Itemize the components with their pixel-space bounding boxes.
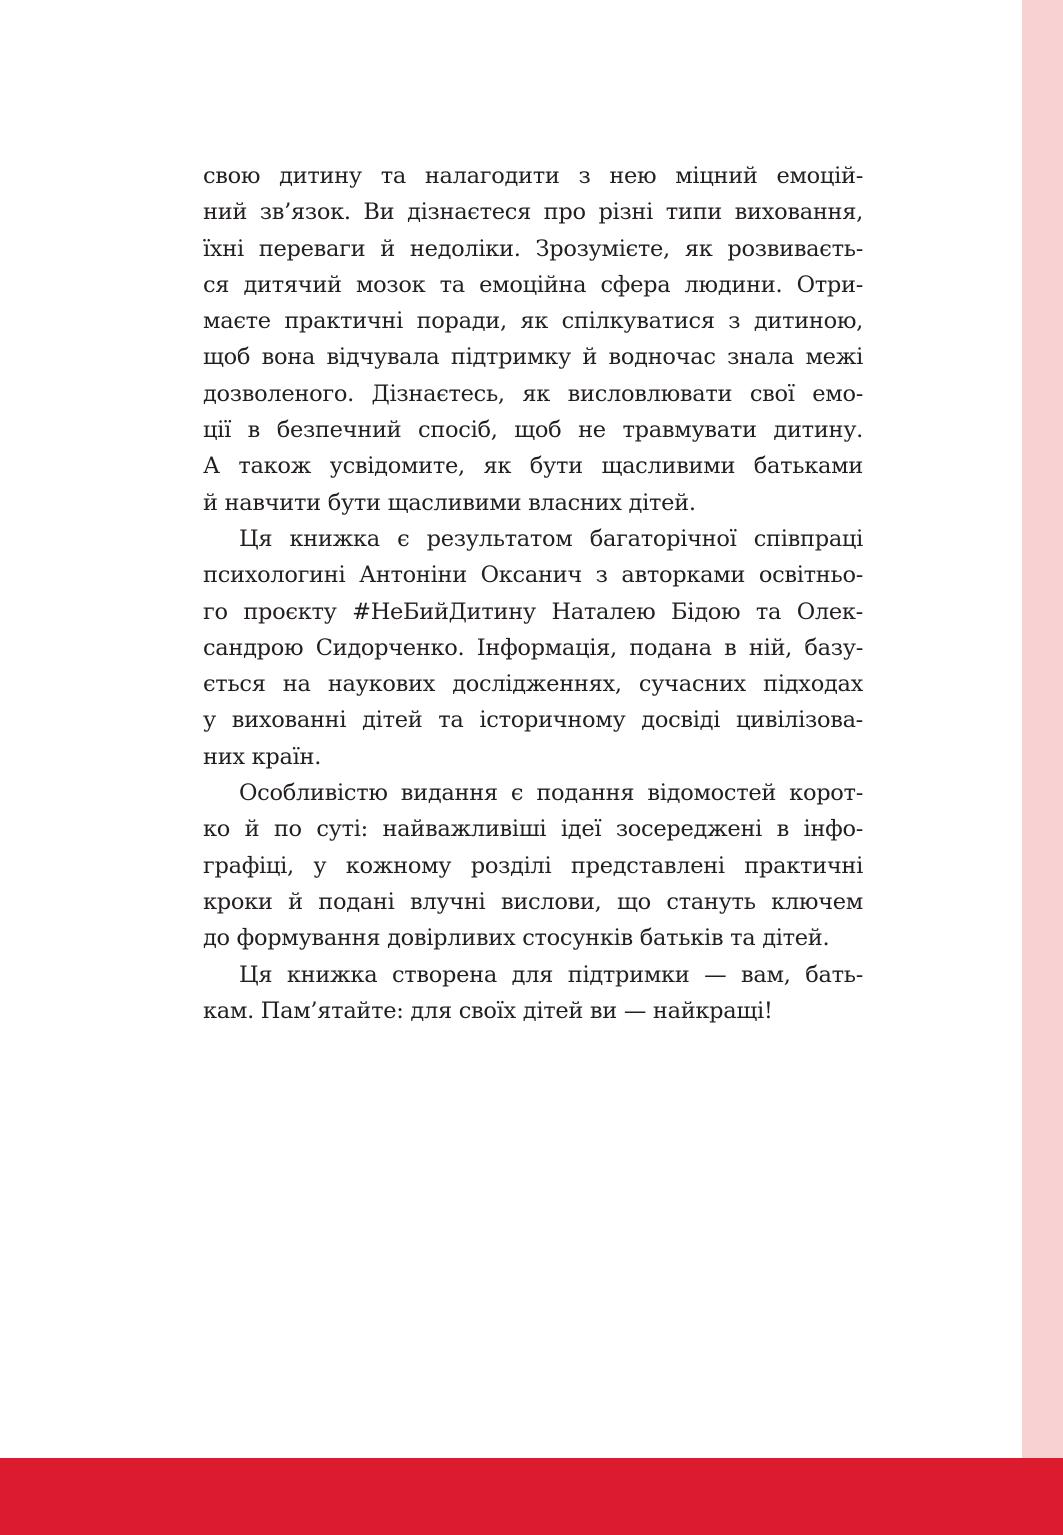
text-line: дозволеного. Дізнаєтесь, як висловлювати свої емо- — [203, 380, 863, 407]
text-line: ко й по суті: найважливіші ідеї зосереджені в інфо- — [203, 816, 863, 843]
text-line: у вихованні дітей та історичному досвіді цивілізова- — [203, 707, 863, 734]
text-line: щоб вона відчувала підтримку й водночас знала межі — [203, 344, 863, 371]
text-line: сандрою Сидорченко. Інформація, подана в ній, базу- — [203, 634, 863, 661]
text-line: графіці, у кожному розділі представлені практичні — [203, 852, 863, 879]
paragraph-2 — [203, 521, 863, 775]
bottom-decorative-band — [0, 1458, 1063, 1535]
text-line: Ця книжка створена для підтримки — вам, бать- — [239, 961, 863, 988]
text-line: ється на наукових дослідженнях, сучасних підходах — [203, 671, 863, 698]
text-line: кроки й подані влучні вислови, що стануть ключем — [203, 888, 863, 915]
text-line: й навчити бути щасливими власних дітей. — [203, 489, 696, 516]
text-line: до формування довірливих стосунків батьків та дітей. — [203, 925, 830, 952]
paragraph-3 — [203, 775, 863, 956]
text-line: них країн. — [203, 743, 322, 770]
text-line: маєте практичні поради, як спілкуватися з дитиною, — [203, 308, 863, 335]
text-line: кам. Пам’ятайте: для своїх дітей ви — найкращі! — [203, 997, 773, 1024]
text-line: ції в безпечний спосіб, щоб не травмувати дитину. — [203, 417, 863, 444]
side-decorative-strip — [1022, 0, 1063, 1458]
paragraph-1 — [203, 158, 863, 521]
text-line: ся дитячий мозок та емоційна сфера людини. Отри- — [203, 271, 863, 298]
paragraph-4 — [203, 957, 863, 1030]
body-text — [203, 158, 863, 1029]
text-line: ний зв’язок. Ви дізнаєтеся про різні типи виховання, — [203, 199, 863, 226]
text-line: психологині Антоніни Оксанич з авторками освітньо- — [203, 562, 863, 589]
text-line: го проєкту #НеБийДитину Наталею Бідою та Олек- — [203, 598, 863, 625]
text-line: А також усвідомите, як бути щасливими батьками — [203, 453, 863, 480]
text-line: свою дитину та налагодити з нею міцний емоцій- — [203, 163, 863, 189]
text-line: Особливістю видання є подання відомостей корот- — [239, 780, 863, 807]
text-line: їхні переваги й недоліки. Зрозумієте, як розвиваєть- — [203, 235, 863, 262]
text-line: Ця книжка є результатом багаторічної співпраці — [239, 525, 863, 552]
